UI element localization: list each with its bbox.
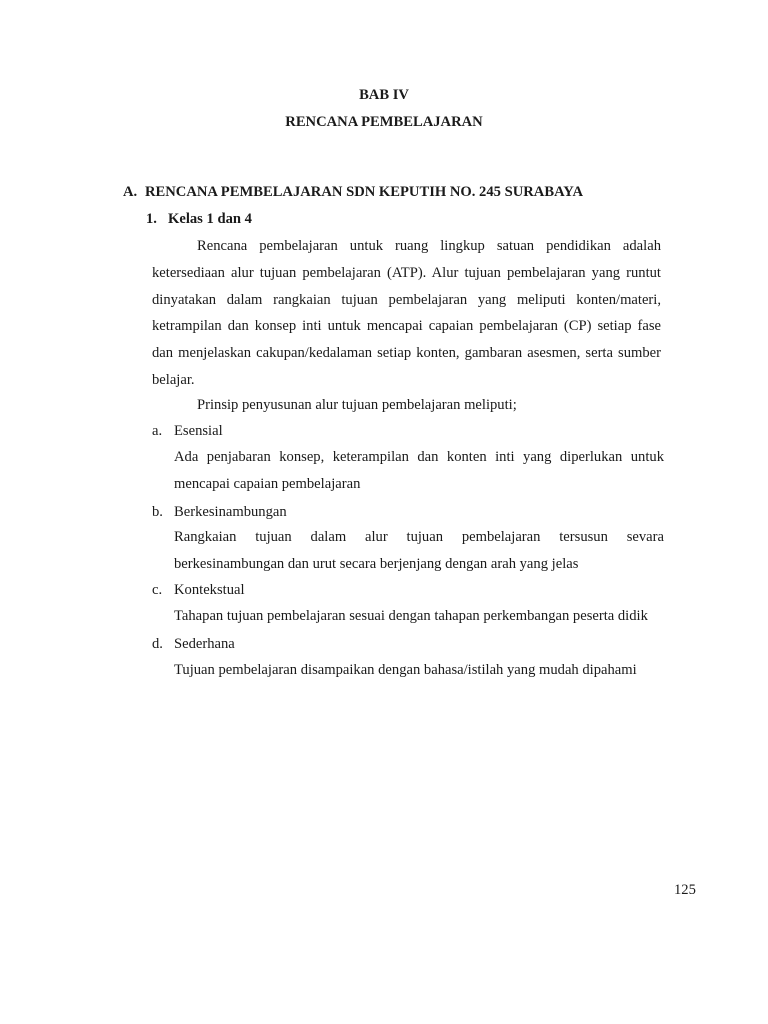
list-item-label: Kontekstual (174, 582, 245, 598)
subsection-heading-text: Kelas 1 dan 4 (168, 211, 252, 227)
list-item-letter: b. (152, 504, 163, 520)
list-item-label: Berkesinambungan (174, 504, 287, 520)
list-item-label: Sederhana (174, 636, 235, 652)
chapter-title: BAB IV (359, 87, 409, 103)
list-item-label: Esensial (174, 423, 223, 439)
list-item-body: Tahapan tujuan pembelajaran sesuai dengan tahapan perkembangan peserta didik (174, 608, 648, 624)
list-item-body: Tujuan pembelajaran disampaikan dengan bahasa/istilah yang mudah dipahami (174, 662, 637, 678)
subsection-marker: 1. (146, 211, 157, 227)
page-number: 125 (674, 882, 696, 898)
paragraph-intro: Rencana pembelajaran untuk ruang lingkup satuan pendidikan adalah ketersediaan alur tujuan pembelajaran (ATP). Alur tujuan pembelajaran yang runtut dinyatakan dalam rangkaian tujuan pembelajaran yang meliputi konten/materi, ketrampilan dan konsep inti untuk mencapai capaian pembelajaran (CP) setiap fase dan menjelaskan cakupan/kedalaman setiap konten, gambaran asesmen, serta sumber belajar. (152, 238, 661, 388)
list-item-title (152, 635, 235, 653)
list-item-letter: d. (152, 636, 163, 652)
chapter-subtitle: RENCANA PEMBELAJARAN (285, 114, 483, 130)
subsection-heading (146, 210, 252, 228)
section-marker: A. (123, 184, 138, 200)
paragraph-principles-lead: Prinsip penyusunan alur tujuan pembelajaran meliputi; (197, 397, 517, 413)
list-item-title (152, 503, 287, 521)
section-heading (123, 183, 583, 201)
list-item-body: Rangkaian tujuan dalam alur tujuan pembelajaran tersusun sevara berkesinambungan dan urut secara berjenjang dengan arah yang jelas (174, 529, 664, 572)
list-item-title (152, 581, 245, 599)
list-item-letter: c. (152, 582, 163, 598)
list-item-title (152, 422, 223, 440)
list-item-body: Ada penjabaran konsep, keterampilan dan konten inti yang diperlukan untuk mencapai capaian pembelajaran (174, 449, 664, 492)
list-item-letter: a. (152, 423, 163, 439)
section-heading-text: RENCANA PEMBELAJARAN SDN KEPUTIH NO. 245 SURABAYA (145, 184, 584, 200)
